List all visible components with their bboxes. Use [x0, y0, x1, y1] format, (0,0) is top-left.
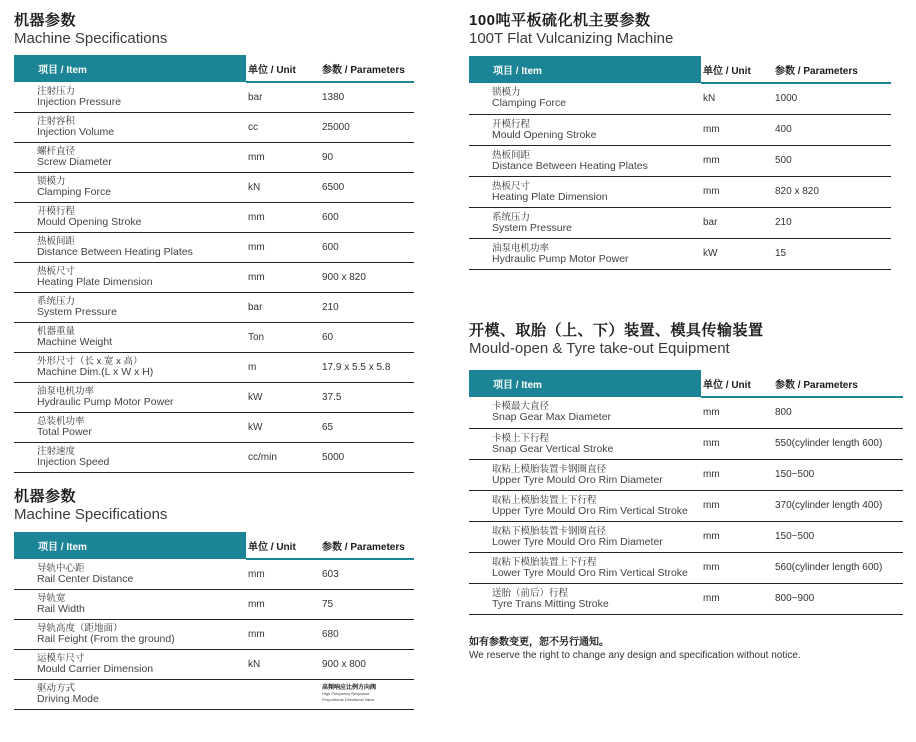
- header-unit: 单位 / Unit: [701, 370, 773, 397]
- unit-cell: mm: [701, 114, 773, 145]
- item-en: Heating Plate Dimension: [37, 276, 153, 288]
- item-en: Total Power: [37, 426, 92, 438]
- unit-cell: mm: [701, 176, 773, 207]
- item-cell: [14, 262, 246, 292]
- item-en: Mould Opening Stroke: [492, 128, 597, 141]
- table-row: [469, 583, 903, 614]
- unit-cell: mm: [701, 397, 773, 428]
- header-params: 参数 / Parameters: [773, 56, 891, 83]
- item-cn: 取粘上模胎装置卡钢圈直径: [492, 463, 607, 475]
- item-en: Rail Center Distance: [37, 572, 134, 585]
- table-row: [14, 382, 414, 412]
- header-item: 项目 / Item: [469, 370, 701, 397]
- header-item: 项目 / Item: [469, 56, 701, 83]
- header-params: 参数 / Parameters: [320, 55, 414, 82]
- item-en: Heating Plate Dimension: [492, 190, 608, 203]
- section-title-cn: 机器参数: [14, 488, 77, 505]
- param-cell: 603: [320, 559, 414, 589]
- item-cell: [14, 412, 246, 442]
- unit-cell: mm: [246, 232, 320, 262]
- unit-cell: kW: [246, 382, 320, 412]
- param-cell: 1000: [773, 83, 891, 114]
- param-cell: 17.9 x 5.5 x 5.8: [320, 352, 414, 382]
- param-cell: 500: [773, 145, 891, 176]
- item-en: Driving Mode: [37, 693, 99, 705]
- item-cell: [14, 292, 246, 322]
- item-en: System Pressure: [37, 306, 117, 318]
- item-cn: 螺杆直径: [37, 146, 76, 157]
- table-header-row: [469, 56, 891, 83]
- unit-cell: mm: [701, 552, 773, 583]
- notice: [469, 636, 909, 662]
- header-unit: 单位 / Unit: [246, 532, 320, 559]
- item-en: Tyre Trans Mitting Stroke: [492, 597, 609, 610]
- item-cell: [14, 649, 246, 679]
- item-cn: 卡模上下行程: [492, 432, 550, 444]
- table-row: [469, 238, 891, 269]
- unit-cell: mm: [246, 262, 320, 292]
- unit-cell: mm: [701, 490, 773, 521]
- item-en: Injection Pressure: [37, 95, 122, 108]
- item-en: Lower Tyre Mould Oro Rim Diameter: [492, 535, 663, 548]
- item-cn: 送胎（前后）行程: [492, 587, 569, 599]
- item-cn: 卡模最大直径: [492, 401, 550, 413]
- table-row: [14, 322, 414, 352]
- unit-cell: kN: [701, 83, 773, 114]
- item-cell: [469, 521, 701, 552]
- unit-cell: kW: [701, 238, 773, 269]
- table-row: [469, 207, 891, 238]
- rail-specs-body: [14, 559, 414, 679]
- table-row: [14, 82, 414, 112]
- table-row: [14, 112, 414, 142]
- item-en: Snap Gear Vertical Stroke: [492, 442, 614, 455]
- param-cell: 25000: [320, 112, 414, 142]
- item-cell: [469, 459, 701, 490]
- unit-cell: kN: [246, 172, 320, 202]
- flat-vulc-table: [469, 56, 891, 270]
- item-en: Mould Carrier Dimension: [37, 663, 154, 675]
- item-cell: [14, 589, 246, 619]
- item-cell: [14, 232, 246, 262]
- item-en: Hydraulic Pump Motor Power: [37, 396, 174, 408]
- section-title-en: 100T Flat Vulcanizing Machine: [469, 30, 674, 47]
- unit-cell: mm: [701, 145, 773, 176]
- header-params: 参数 / Parameters: [773, 370, 903, 397]
- param-cell: 60: [320, 322, 414, 352]
- param-en-2: Proportional Directional Valve: [322, 697, 375, 702]
- item-cn: 开模行程: [37, 206, 76, 217]
- param-cell: 800~900: [773, 583, 903, 614]
- mould-open-table: [469, 370, 903, 615]
- section-title-en: Machine Specifications: [14, 506, 168, 523]
- table-row: [14, 649, 414, 679]
- param-cell: 75: [320, 589, 414, 619]
- item-cell: [14, 679, 246, 709]
- item-cn: 导轨高度（距地面）: [37, 623, 123, 634]
- table-row: [469, 552, 903, 583]
- header-item: 项目 / Item: [14, 532, 246, 559]
- table-row: [14, 352, 414, 382]
- unit-cell: mm: [246, 589, 320, 619]
- item-en: Hydraulic Pump Motor Power: [492, 252, 629, 265]
- unit-cell: mm: [701, 521, 773, 552]
- item-cell: [469, 176, 701, 207]
- item-cell: [469, 552, 701, 583]
- item-cn: 取粘下模胎装置上下行程: [492, 556, 597, 568]
- header-item: 项目 / Item: [14, 55, 246, 82]
- param-cell: [320, 679, 414, 709]
- table-header-row: [14, 532, 414, 559]
- rail-specs-table: [14, 532, 414, 710]
- header-unit: 单位 / Unit: [701, 56, 773, 83]
- param-cell: 900 x 800: [320, 649, 414, 679]
- param-cell: 210: [773, 207, 891, 238]
- item-cn: 热板尺寸: [37, 266, 76, 277]
- item-cn: 油泵电机功率: [492, 242, 550, 254]
- item-en: Machine Dim.(L x W x H): [37, 366, 154, 378]
- unit-cell: kN: [246, 649, 320, 679]
- item-cell: [469, 238, 701, 269]
- section-title-cn: 100吨平板硫化机主要参数: [469, 12, 651, 29]
- item-cell: [14, 112, 246, 142]
- item-cell: [469, 490, 701, 521]
- param-cell: 210: [320, 292, 414, 322]
- param-cell: 150~500: [773, 459, 903, 490]
- item-cn: 系统压力: [37, 296, 76, 307]
- item-cn: 机器重量: [37, 326, 76, 337]
- unit-cell: kW: [246, 412, 320, 442]
- item-cn: 锁模力: [37, 176, 66, 187]
- table-header-row: [14, 55, 414, 82]
- param-cell: 150~500: [773, 521, 903, 552]
- item-cell: [14, 442, 246, 472]
- table-row: [14, 589, 414, 619]
- table-row: [469, 114, 891, 145]
- unit-cell: cc: [246, 112, 320, 142]
- param-cell: 900 x 820: [320, 262, 414, 292]
- table-row: [14, 292, 414, 322]
- table-row: [14, 442, 414, 472]
- table-row: [469, 83, 891, 114]
- table-header-row: [469, 370, 903, 397]
- unit-cell: [246, 679, 320, 709]
- mould-open-section: [469, 322, 909, 615]
- notice-cn: 如有参数变更，恕不另行通知。: [469, 637, 609, 648]
- item-en: Rail Feight (From the ground): [37, 633, 175, 645]
- table-row: [469, 397, 903, 428]
- param-cell: 15: [773, 238, 891, 269]
- flat-vulc-section: [469, 12, 909, 270]
- machine-specs-table: [14, 55, 414, 473]
- item-en: Injection Speed: [37, 456, 110, 468]
- unit-cell: bar: [246, 82, 320, 112]
- item-en: Lower Tyre Mould Oro Rim Vertical Stroke: [492, 566, 688, 579]
- item-cell: [14, 202, 246, 232]
- item-cn: 锁模力: [492, 87, 521, 99]
- unit-cell: m: [246, 352, 320, 382]
- item-en: System Pressure: [492, 221, 572, 234]
- item-cell: [14, 322, 246, 352]
- param-cn: 高频响应比例方向阀: [322, 685, 377, 691]
- item-cn: 总装机功率: [37, 416, 85, 427]
- item-cn: 外形尺寸（长 x 宽 x 高）: [37, 356, 143, 367]
- param-cell: 1380: [320, 82, 414, 112]
- item-cell: [469, 397, 701, 428]
- item-cn: 注射速度: [37, 446, 76, 457]
- table-row: [14, 559, 414, 589]
- table-row: [14, 202, 414, 232]
- unit-cell: mm: [701, 428, 773, 459]
- param-cell: 65: [320, 412, 414, 442]
- param-cell: 800: [773, 397, 903, 428]
- notice-en: We reserve the right to change any design and specification without notice.: [469, 650, 801, 661]
- param-cell: 600: [320, 202, 414, 232]
- item-cn: 导轨中心距: [37, 562, 85, 574]
- table-row: [14, 142, 414, 172]
- item-en: Injection Volume: [37, 126, 115, 138]
- unit-cell: mm: [701, 583, 773, 614]
- header-unit: 单位 / Unit: [246, 55, 320, 82]
- item-en: Snap Gear Max Diameter: [492, 411, 612, 424]
- table-row: [469, 176, 891, 207]
- param-cell: 400: [773, 114, 891, 145]
- item-cell: [14, 172, 246, 202]
- item-cell: [469, 114, 701, 145]
- table-row: [14, 172, 414, 202]
- item-cell: [14, 619, 246, 649]
- item-en: Distance Between Heating Plates: [492, 159, 648, 172]
- item-en: Mould Opening Stroke: [37, 216, 142, 228]
- item-en: Rail Width: [37, 603, 85, 615]
- item-cell: [14, 142, 246, 172]
- item-en: Upper Tyre Mould Oro Rim Diameter: [492, 473, 663, 486]
- table-row: [14, 619, 414, 649]
- machine-specs-body: [14, 82, 414, 472]
- item-cell: [469, 428, 701, 459]
- table-row: [469, 490, 903, 521]
- item-cell: [469, 207, 701, 238]
- table-row: [14, 412, 414, 442]
- item-cell: [14, 382, 246, 412]
- table-row: [14, 262, 414, 292]
- param-cell: 550(cylinder length 600): [773, 428, 903, 459]
- param-cell: 600: [320, 232, 414, 262]
- unit-cell: mm: [246, 619, 320, 649]
- table-row: [14, 679, 414, 709]
- item-cn: 开模行程: [492, 118, 531, 130]
- item-cn: 注射容积: [37, 116, 76, 127]
- unit-cell: bar: [701, 207, 773, 238]
- item-cn: 油泵电机功率: [37, 386, 95, 397]
- item-cn: 驱动方式: [37, 683, 76, 694]
- item-cn: 热板尺寸: [492, 180, 531, 192]
- param-en-1: High Frequency Response: [322, 691, 370, 696]
- unit-cell: mm: [246, 559, 320, 589]
- param-cell: 5000: [320, 442, 414, 472]
- item-en: Clamping Force: [492, 97, 567, 110]
- item-cn: 取粘下模胎装置卡钢圈直径: [492, 525, 607, 537]
- item-en: Distance Between Heating Plates: [37, 246, 193, 258]
- param-cell: 37.5: [320, 382, 414, 412]
- section-title-cn: 机器参数: [14, 12, 77, 29]
- item-en: Machine Weight: [37, 336, 113, 348]
- unit-cell: mm: [246, 142, 320, 172]
- item-cell: [469, 83, 701, 114]
- rail-specs-section: [14, 488, 454, 710]
- section-title-cn: 开模、取胎（上、下）装置、模具传输装置: [469, 322, 764, 339]
- item-cell: [14, 82, 246, 112]
- machine-specs-section: [14, 12, 454, 473]
- item-cn: 系统压力: [492, 211, 531, 223]
- item-cn: 运模车尺寸: [37, 653, 85, 664]
- rail-drive-body: [14, 679, 414, 709]
- unit-cell: mm: [246, 202, 320, 232]
- table-row: [469, 145, 891, 176]
- table-row: [469, 459, 903, 490]
- item-cn: 导轨宽: [37, 593, 66, 604]
- param-cell: 370(cylinder length 400): [773, 490, 903, 521]
- param-cell: 90: [320, 142, 414, 172]
- param-cell: 6500: [320, 172, 414, 202]
- item-cn: 注射压力: [37, 85, 76, 97]
- item-en: Clamping Force: [37, 186, 112, 198]
- mould-open-body: [469, 397, 903, 614]
- param-cell: 560(cylinder length 600): [773, 552, 903, 583]
- item-cell: [14, 559, 246, 589]
- item-cell: [469, 583, 701, 614]
- header-params: 参数 / Parameters: [320, 532, 414, 559]
- param-cell: 680: [320, 619, 414, 649]
- unit-cell: bar: [246, 292, 320, 322]
- item-cn: 热板间距: [492, 149, 531, 161]
- flat-vulc-body: [469, 83, 891, 269]
- item-cell: [469, 145, 701, 176]
- section-title-en: Mould-open & Tyre take-out Equipment: [469, 340, 730, 357]
- table-row: [14, 232, 414, 262]
- item-cn: 热板间距: [37, 236, 76, 247]
- item-cn: 取粘上模胎装置上下行程: [492, 494, 597, 506]
- unit-cell: mm: [701, 459, 773, 490]
- section-title-en: Machine Specifications: [14, 30, 168, 47]
- item-cell: [14, 352, 246, 382]
- item-en: Upper Tyre Mould Oro Rim Vertical Stroke: [492, 504, 688, 517]
- item-en: Screw Diameter: [37, 156, 112, 168]
- table-row: [469, 428, 903, 459]
- table-row: [469, 521, 903, 552]
- unit-cell: Ton: [246, 322, 320, 352]
- unit-cell: cc/min: [246, 442, 320, 472]
- param-cell: 820 x 820: [773, 176, 891, 207]
